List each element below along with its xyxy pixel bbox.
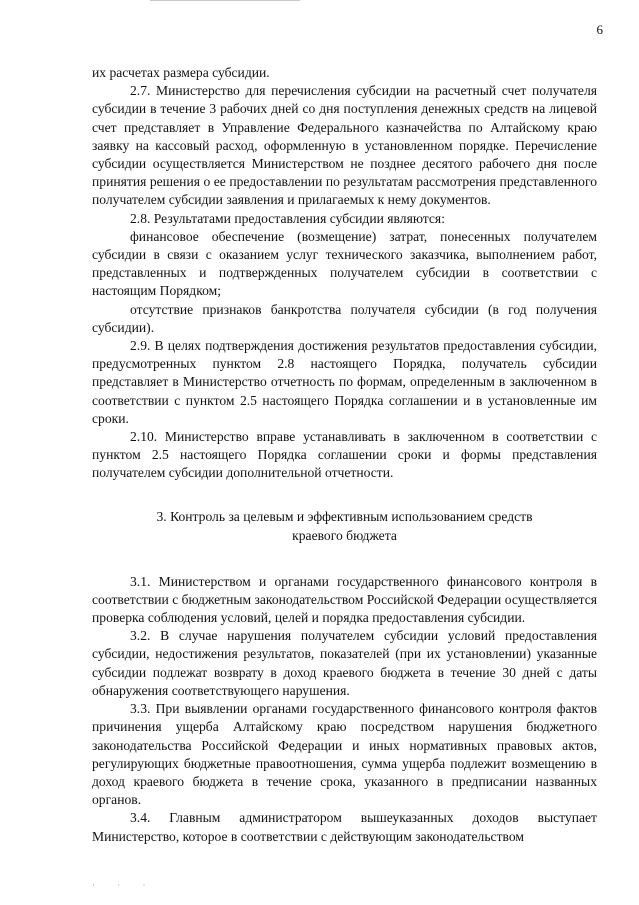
paragraph-3-4: 3.4. Главным администратором вышеуказанных доходов выступает Министерство, которое в соответствии с действующим законодательством <box>92 810 597 844</box>
scan-edge-line <box>150 0 300 1</box>
paragraph-2-9: 2.9. В целях подтверждения достижения результатов предоставления субсидии, предусмотренных пунктом 2.8 настоящего Порядка, получатель субсидии представляет в Министерство отчетность по формам, определенным в заключенном в соответствии с пунктом 2.5 настоящего Порядка соглашении и в установленные им сроки. <box>92 338 597 426</box>
page-number: 6 <box>596 22 603 37</box>
paragraph-3-3: 3.3. При выявлении органами государственного финансового контроля фактов причинения ущерба Алтайскому краю посредством нарушения бюджетного законодательства Российской Федерации и иных нормативных правовых актов, регулирующих бюджетные правоотношения, сумма ущерба подлежит возмещению в доход краевого бюджета в течение срока, указанного в предписании названных органов. <box>92 701 597 808</box>
section-3-heading-line-1: 3. Контроль за целевым и эффективным использованием средств <box>156 508 533 524</box>
document-body <box>92 64 597 846</box>
scan-specks: · · · <box>92 880 156 890</box>
section-3-heading-line-2: краевого бюджета <box>292 527 397 543</box>
paragraph-3-1: 3.1. Министерством и органами государственного финансового контроля в соответствии с бюджетным законодательством Российской Федерации осуществляется проверка соблюдения условий, целей и порядка предоставления субсидии. <box>92 573 598 626</box>
paragraph-2-8-result-financing: финансовое обеспечение (возмещение) затрат, понесенных получателем субсидии в связи с оказанием услуг технического заказчика, выполнением работ, представленных и подтвержденных получателем субсидии в соответствии с настоящим Порядком; <box>92 228 597 299</box>
paragraph-2-8: 2.8. Результатами предоставления субсидии являются: <box>130 210 445 226</box>
paragraph-3-2: 3.2. В случае нарушения получателем субсидии условий предоставления субсидии, недостижения результатов, показателей (при их установлении) указанные субсидии подлежат возврату в доход краевого бюджета в течение 30 дней с даты обнаружения соответствующего нарушения. <box>92 628 597 698</box>
paragraph-continuation: их расчетах размера субсидии. <box>92 65 270 80</box>
paragraph-2-7: 2.7. Министерство для перечисления субсидии на расчетный счет получателя субсидии в течение 3 рабочих дней со дня поступления денежных средств на лицевой счет представляет в Управление Федерального казначейства по Алтайскому краю заявку на кассовый расход, оформленную в установленном порядке. Перечисление субсидии осуществляется Министерством не позднее десятого рабочего дня после принятия решения о ее предоставлении по результатам рассмотрения представленного получателем субсидии заявления и прилагаемых к нему документов. <box>92 83 597 208</box>
paragraph-2-10: 2.10. Министерство вправе устанавливать в заключенном в соответствии с пунктом 2.5 настоящего Порядка соглашении сроки и формы представления получателем субсидии дополнительной отчетности. <box>92 429 597 481</box>
paragraph-2-8-result-no-bankruptcy: отсутствие признаков банкротства получателя субсидии (в год получения субсидии). <box>92 301 597 335</box>
section-3-heading <box>92 507 597 545</box>
